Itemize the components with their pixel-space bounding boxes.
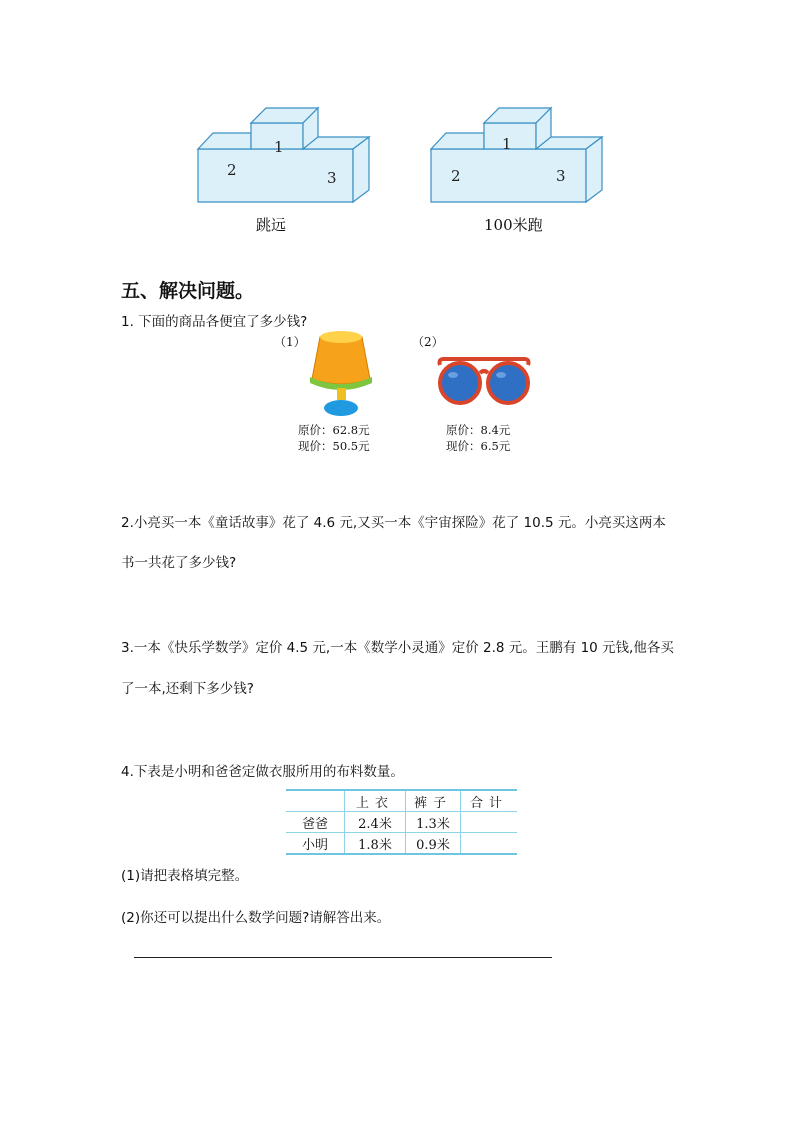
question-2-line-1: 2.小亮买一本《童话故事》花了 4.6 元,又买一本《宇宙探险》花了 10.5 元。小亮买这两本 (121, 515, 666, 531)
table-cell: 2.4米 (345, 812, 406, 833)
item-1-tag: （1） (274, 335, 306, 349)
table-cell: 爸爸 (286, 812, 345, 833)
table-header-row (286, 790, 517, 812)
question-4-sub-2: (2)你还可以提出什么数学问题?请解答出来。 (121, 910, 391, 926)
podium-place-3: 3 (556, 167, 566, 185)
sunglasses-icon (436, 355, 532, 411)
table-cell: 0.9米 (406, 833, 461, 855)
podium-place-1: 1 (502, 135, 512, 153)
table-cell-total[interactable] (461, 812, 518, 833)
podium-100m (428, 103, 608, 208)
question-3-line-1: 3.一本《快乐学数学》定价 4.5 元,一本《数学小灵通》定价 2.8 元。王鹏有 10 元钱,他各买 (121, 640, 674, 656)
table-header-jacket: 上衣 (345, 790, 406, 812)
item-2-original-price: 原价：8.4元 (446, 423, 511, 437)
podium-place-2: 2 (227, 161, 237, 179)
table-cell: 小明 (286, 833, 345, 855)
table-cell: 1.8米 (345, 833, 406, 855)
item-2-prices (446, 422, 510, 454)
cloth-table (286, 789, 517, 855)
section-title: 五、解决问题。 (121, 280, 255, 302)
lamp-icon (306, 327, 376, 419)
question-4-text: 4.下表是小明和爸爸定做衣服所用的布料数量。 (121, 764, 404, 780)
answer-line[interactable] (134, 957, 552, 958)
table-header-pants: 裤子 (406, 790, 461, 812)
item-2-tag: （2） (412, 335, 444, 349)
question-1-text: 1. 下面的商品各便宜了多少钱? (121, 314, 308, 330)
table-cell-total[interactable] (461, 833, 518, 855)
podium-label-100m: 100米跑 (484, 216, 543, 234)
podium-place-3: 3 (327, 169, 337, 187)
table-row (286, 833, 517, 855)
table-cell (286, 790, 345, 812)
podium-place-1: 1 (274, 138, 284, 156)
podium-long-jump (195, 103, 375, 208)
item-1-current-price: 现价：50.5元 (298, 439, 370, 453)
item-1-prices (298, 422, 370, 454)
table-header-total: 合计 (461, 790, 518, 812)
question-3-line-2: 了一本,还剩下多少钱? (121, 681, 254, 697)
item-2-current-price: 现价：6.5元 (446, 439, 511, 453)
podium-label-long-jump: 跳远 (256, 216, 287, 234)
table-row (286, 812, 517, 833)
question-2-line-2: 书一共花了多少钱? (121, 555, 237, 571)
item-1-original-price: 原价：62.8元 (298, 423, 370, 437)
table-cell: 1.3米 (406, 812, 461, 833)
podium-place-2: 2 (451, 167, 461, 185)
question-4-sub-1: (1)请把表格填完整。 (121, 868, 249, 884)
